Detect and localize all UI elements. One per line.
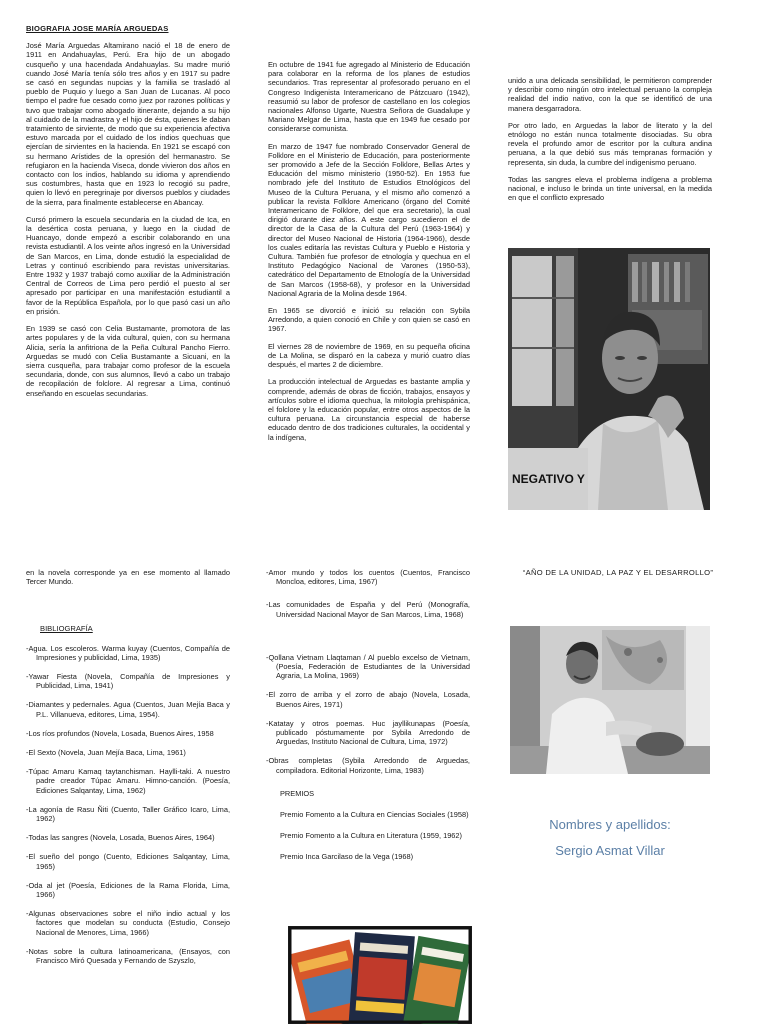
bibliography-column-1 [26,568,230,975]
bio-paragraph: Por otro lado, en Arguedas la labor de literato y la del etnólogo no están nunca totalmente disociadas. Su obra revela el profundo amor de escritor por la cultura andina peruana, a la que debió sus más tempranas formación y representa, sin duda, la cumbre del indigenismo peruano. [508,120,712,167]
bibliography-item: -Algunas observaciones sobre el niño indio actual y los factores que modelan su conducta (Estudio, Consejo Nacional de Menores, Lima, 1966) [26,909,230,937]
bio-paragraph: unido a una delicada sensibilidad, le permitieron comprender y describir como ningún otro intelectual peruano la compleja realidad del indio nativo, con la que se identificó de una manera desgarradora. [508,76,712,113]
bibliography-item: -Yawar Fiesta (Novela, Compañía de Impresiones y Publicidad, Lima, 1941) [26,672,230,691]
bibliography-item: -Oda al jet (Poesía, Ediciones de la Rama Florida, Lima, 1966) [26,880,230,900]
bio-column-3 [508,76,712,210]
premios-heading: PREMIOS [280,788,315,798]
bibliography-list [266,568,470,775]
arguedas-portrait-photo [508,248,710,510]
bibliography-item: -La agonía de Rasu Ñiti (Cuento, Taller Gráfico Icaro, Lima, 1962) [26,804,230,824]
bibliography-list [26,644,230,966]
author-block [500,812,720,864]
award-item: Premio Fomento a la Cultura en Ciencias Sociales (1958) [280,810,469,820]
bio-column-1 [26,24,230,406]
arguedas-seated-photo [510,626,710,774]
bio-paragraph: En 1939 se casó con Celia Bustamante, promotora de las artes populares y de la vida cultural, quien, con su hermana Alicia, sería la anfitriona de la Peña Cultural Pancho Fierro. Arguedas se mudó con Celia Bustamante a Sicuani, en la sierra cusqueña, para trabajar como profesor de la escuela secundaria, donde, con sus alumnos, llevó a cabo un trabajo de recopilación de folclore. Al regresar a Lima, continuó enseñando en escuelas secundarias. [26,324,230,398]
bio-paragraph: Todas las sangres eleva el problema indígena a problema nacional, e incluso le brinda un tinte universal, en la medida en que el conflicto expresado [508,174,712,203]
bibliography-item: -Diamantes y pedernales. Agua (Cuentos, Juan Mejía Baca y P.L. Villanueva, editores, Lima, 1954). [26,700,230,719]
author-name: Sergio Asmat Villar [555,843,665,858]
bibliography-item: -Túpac Amaru Kamaq taytanchisman. Haylli-taki. A nuestro padre creador Túpac Amaru. Himno-canción. (Poesía, Ediciones Salqantay, Lima, 1962) [26,767,230,795]
bio-paragraph: En marzo de 1947 fue nombrado Conservador General de Folklore en el Ministerio de Educación, para posteriormente ser promovido a Jefe de la Sección Folklore, Bellas Artes y Educación del mismo ministerio (1950-52). En 1953 fue nombrado jefe del Instituto de Estudios Etnológicos del Museo de la Cultura Peruana, y el mismo año comenzó a publicar la revista Folklore Americano (órgano del Comité Interamericano de Folklore, del que era secretario), la cual dirigió durante diez años. A este cargo sucedieron el de director de la Casa de la Cultura del Perú (1963-1964) y director del Museo Nacional de Historia (1964-1966), desde los cuales editaría las revistas Cultura y Pueblo e Historia y Cultura. También fue profesor de etnología y quechua en el Instituto Pedagógico Nacional de Varones (1950-53), catedrático del Departamento de Etnología de la Universidad de San Marcos (1958-68), y profesor en la Universidad Nacional Agraria de la Molina desde 1964. [268,141,470,298]
bibliography-item: -El zorro de arriba y el zorro de abajo (Novela, Losada, Buenos Aires, 1971) [266,690,470,709]
bibliography-item: -Obras completas (Sybila Arredondo de Arguedas, compiladora. Editorial Horizonte, Lima, 1983) [266,756,470,775]
bibliography-item: -Las comunidades de España y del Perú (Monografía, Universidad Nacional Mayor de San Marcos, Lima, 1968) [266,600,470,619]
award-item: Premio Fomento a la Cultura en Literatura (1959, 1962) [280,831,462,841]
bibliography-heading: BIBLIOGRAFÍA [40,624,93,634]
bibliography-item: -Amor mundo y todos los cuentos (Cuentos, Francisco Moncloa, editores, Lima, 1967) [266,568,470,587]
bio-paragraph: en la novela corresponde ya en ese momento al llamado Tercer Mundo. [26,568,230,587]
bibliography-item: -Qollana Vietnam Llaqtaman / Al pueblo excelso de Vietnam, (Poesía, Federación de Estudiantes de la Universidad Agraria, La Molina, 1969) [266,652,470,681]
book-covers-photo [288,926,472,1024]
bibliography-item: -Agua. Los escoleros. Warma kuyay (Cuentos, Compañía de Impresiones y publicidad, Lima, 1935) [26,643,230,662]
bio-paragraph: La producción intelectual de Arguedas es bastante amplia y comprende, además de obras de ficción, trabajos, ensayos y artículos sobre el idioma quechua, la mitología prehispánica, el folclore y la educación popular, entre otros aspectos de la cultura peruana. La circunstancia especial de haberse educado dentro de dos tradiciones culturales, la occidental y la indígena, [268,377,470,442]
bio-paragraph: En octubre de 1941 fue agregado al Ministerio de Educación para colaborar en la reforma de los planes de estudios secundarios. Tras representar al profesorado peruano en el Congreso Indigenista Interamericano de Pátzcuaro (1942), reasumió su labor de profesor de castellano en los colegios nacionales Alfonso Ugarte, Nuestra Señora de Guadalupe y Mariano Melgar de Lima, hasta que en 1949 fue cesado por considerarse comunista. [268,60,470,134]
bibliography-item: -El Sexto (Novela, Juan Mejía Baca, Lima, 1961) [26,748,186,758]
motto-line: “AÑO DE LA UNIDAD, LA PAZ Y EL DESARROLLO” [522,568,714,577]
bibliography-item: -El sueño del pongo (Cuento, Ediciones Salqantay, Lima, 1965) [26,852,230,871]
photo-caption-text: NEGATIVO Y [512,472,585,486]
bio-heading: BIOGRAFIA JOSE MARÍA ARGUEDAS [26,24,169,33]
bibliography-item: -Todas las sangres (Novela, Losada, Buenos Aires, 1964) [26,833,215,843]
names-label: Nombres y apellidos: [549,817,671,832]
bio-paragraph: Cursó primero la escuela secundaria en la ciudad de Ica, en la desértica costa peruana, y luego en la ciudad de Huancayo, donde empezó a escribir colaborando en una revista estudiantil. A los veinte años ingresó en la Universidad de San Marcos, en Lima, donde estudió la especialidad de Letras y continuó escribiendo para revistas universitarias. Entre 1932 y 1937 trabajó como auxiliar de la Administración Central de Correos de Lima pero perdió el puesto al ser apresado por participar en una manifestación estudiantil a favor de la República Española, por lo que pasó casi un año en prisión. [26,214,230,316]
bibliography-column-2 [266,568,470,874]
bio-paragraph: El viernes 28 de noviembre de 1969, en su pequeña oficina de La Molina, se disparó en la cabeza y murió cuatro días después, el martes 2 de diciembre. [268,341,470,370]
bibliography-item: -Notas sobre la cultura latinoamericana, (Ensayos, con Francisco Miró Quesada y Fernando de Szyszlo, [26,946,230,966]
bio-paragraph: José María Arguedas Altamirano nació el 18 de enero de 1911 en Andahuaylas, Perú. Era hijo de un abogado cusqueño y una hacendada Andahuaylas. Su madre murió cuando José María tenía sólo tres años y en 1917 su padre se casó en segundas nupcias y la familia se trasladó al pueblo de Puquio y luego a San Juan de Lucanas. Al poco tiempo el padre fue cesado como juez por razones políticas y tuvo que trabajar como abogado itinerante, dejando a su hijo al cuidado de la madrastra y el hijo de ésta, quienes le daban tratamiento de sirviente, de modo que su experiencia afectiva estuvo marcada por el cuidado de los indios quechuas que ejercían de sirvientes en la hacienda. En 1921 se escapó con su hermano Arístides de la opresión del hermanastro. Se refugiaron en la hacienda Viseca, donde vivieron dos años en contacto con los indios, hablando su idioma y aprendiendo sus costumbres, hasta que en 1923 lo recogió su padre, quien lo llevó en peregrinaje por diversos pueblos y ciudades de la sierra, para finalmente establecerse en Abancay. [26,41,230,207]
awards-list [266,810,470,862]
award-item: Premio Inca Garcilaso de la Vega (1968) [280,852,414,862]
bio-column-2 [268,60,470,450]
bibliography-item: -Katatay y otros poemas. Huc jayllikunapas (Poesía, publicado póstumamente por Sybila Arredondo de Arguedas, Instituto Nacional de Cultura, Lima, 1972) [266,718,470,747]
bio-paragraph: En 1965 se divorció e inició su relación con Sybila Arredondo, a quien conoció en Chile y con quien se casó en 1967. [268,306,470,334]
bibliography-item: -Los ríos profundos (Novela, Losada, Buenos Aires, 1958 [26,728,214,738]
